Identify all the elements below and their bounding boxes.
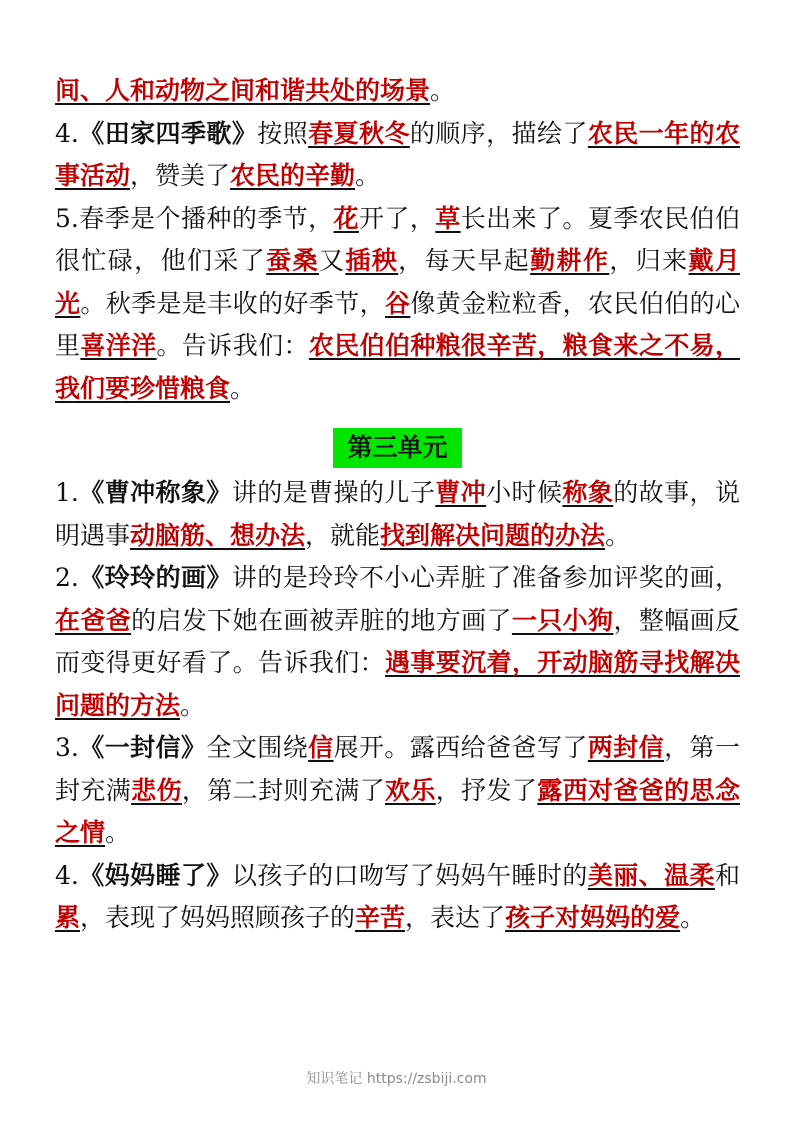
lesson-title: 《一封信》 <box>78 733 207 762</box>
text-segment: 。 <box>680 903 706 932</box>
key-phrase: 农民一年的农事活动 <box>55 118 740 190</box>
text-segment: ，整幅画反而变得更好看了。告诉我们： <box>55 605 740 677</box>
paragraph <box>55 113 740 198</box>
key-phrase: 草 <box>435 203 461 233</box>
key-phrase: 一只小狗 <box>511 605 614 635</box>
paragraph <box>55 472 740 557</box>
key-phrase: 辛苦 <box>355 903 406 932</box>
key-phrase: 悲伤 <box>131 775 182 805</box>
key-phrase: 插秧 <box>345 246 399 275</box>
text-segment: 4. <box>55 118 79 148</box>
text-segment: ，赞美了 <box>130 161 231 190</box>
text-segment: 2. <box>55 563 79 592</box>
text-segment: 讲的是曹操的儿子 <box>231 478 436 507</box>
text-segment: 按照 <box>257 118 309 148</box>
text-segment: 。 <box>230 373 256 403</box>
key-phrase: 春夏秋冬 <box>308 118 410 148</box>
key-phrase: 间、人和动物之间和谐共处的场景 <box>55 76 431 105</box>
text-segment: 1. <box>55 478 79 507</box>
key-phrase: 美丽、温柔 <box>587 860 715 890</box>
unit-heading: 第三单元 <box>333 428 461 468</box>
key-phrase: 孩子对妈妈的爱 <box>505 903 681 932</box>
unit-heading-row <box>55 428 740 468</box>
text-segment: ，第二封则充满了 <box>181 775 385 805</box>
text-segment: 讲的是玲玲不小心弄脏了准备参加评奖的画， <box>231 563 740 592</box>
key-phrase: 在爸爸 <box>55 605 132 635</box>
key-phrase: 信 <box>308 733 334 762</box>
key-phrase: 曹冲 <box>435 478 487 507</box>
lesson-title: 《玲玲的画》 <box>78 563 232 592</box>
lesson-title: 《田家四季歌》 <box>78 118 258 148</box>
text-segment: ，每天早起 <box>398 246 531 275</box>
text-segment: 小时候 <box>486 478 563 507</box>
key-phrase: 称象 <box>562 478 614 507</box>
paragraph <box>55 198 740 411</box>
key-phrase: 勤耕作 <box>530 246 610 275</box>
document-body <box>55 70 740 940</box>
key-phrase: 谷 <box>384 288 411 318</box>
text-segment: ，就能 <box>305 520 381 550</box>
paragraph <box>55 855 740 940</box>
text-segment: 以孩子的口吻写了妈妈午睡时的 <box>231 860 588 890</box>
text-segment: 4. <box>55 860 79 890</box>
text-segment: ，表现了妈妈照顾孩子的 <box>80 903 356 932</box>
text-segment: 全文围绕 <box>206 733 309 762</box>
text-segment: 的故事，说明遇事 <box>55 478 740 550</box>
key-phrase: 花 <box>333 203 359 233</box>
key-phrase: 露西对爸爸的思念之情 <box>55 775 740 847</box>
paragraph <box>55 727 740 855</box>
key-phrase: 累 <box>55 903 81 932</box>
key-phrase: 遇事要沉着，开动脑筋寻找解决问题的方法 <box>55 648 740 720</box>
text-segment: ，归来 <box>609 246 689 275</box>
lesson-title: 《曹冲称象》 <box>78 478 232 507</box>
text-segment: 。秋季是是丰收的好季节， <box>80 288 385 318</box>
footer-watermark: 知识笔记 https://zsbiji.com <box>306 1071 487 1087</box>
text-segment: 。 <box>105 818 131 847</box>
lesson-title: 《妈妈睡了》 <box>78 860 232 890</box>
text-segment: 。 <box>180 690 206 720</box>
text-segment: 开了， <box>358 203 436 233</box>
text-segment: 长出来了。夏季农民伯伯很忙碌，他们采了 <box>55 203 740 275</box>
text-segment: 的启发下她在画被弄脏的地方画了 <box>131 605 512 635</box>
key-phrase: 欢乐 <box>384 775 436 805</box>
text-segment: ，第一封充满 <box>55 733 740 805</box>
key-phrase: 蚕桑 <box>266 246 319 275</box>
paragraph <box>55 70 740 113</box>
text-segment: 。 <box>430 76 456 105</box>
text-segment: 像黄金粒粒香，农民伯伯的心里 <box>55 288 740 360</box>
text-segment: ，抒发了 <box>435 775 538 805</box>
text-segment: 展开。露西给爸爸写了 <box>333 733 588 762</box>
text-segment: 。 <box>605 520 631 550</box>
text-segment: 和 <box>714 860 740 890</box>
text-segment: 5.春季是个播种的季节， <box>55 203 334 233</box>
key-phrase: 戴月光 <box>55 246 740 318</box>
key-phrase: 找到解决问题的办法 <box>380 520 606 550</box>
text-segment: 3. <box>55 733 79 762</box>
key-phrase: 喜洋洋 <box>80 331 157 360</box>
text-segment: 。 <box>355 161 381 190</box>
text-segment: 。告诉我们： <box>156 331 309 360</box>
text-segment: ，表达了 <box>405 903 506 932</box>
key-phrase: 动脑筋、想办法 <box>130 520 306 550</box>
key-phrase: 两封信 <box>587 733 665 762</box>
key-phrase: 农民的辛勤 <box>230 161 356 190</box>
paragraph <box>55 557 740 727</box>
text-segment: 的顺序，描绘了 <box>409 118 588 148</box>
key-phrase: 农民伯伯种粮很辛苦，粮食来之不易，我们要珍惜粮食 <box>55 331 740 403</box>
text-segment: 又 <box>318 246 346 275</box>
